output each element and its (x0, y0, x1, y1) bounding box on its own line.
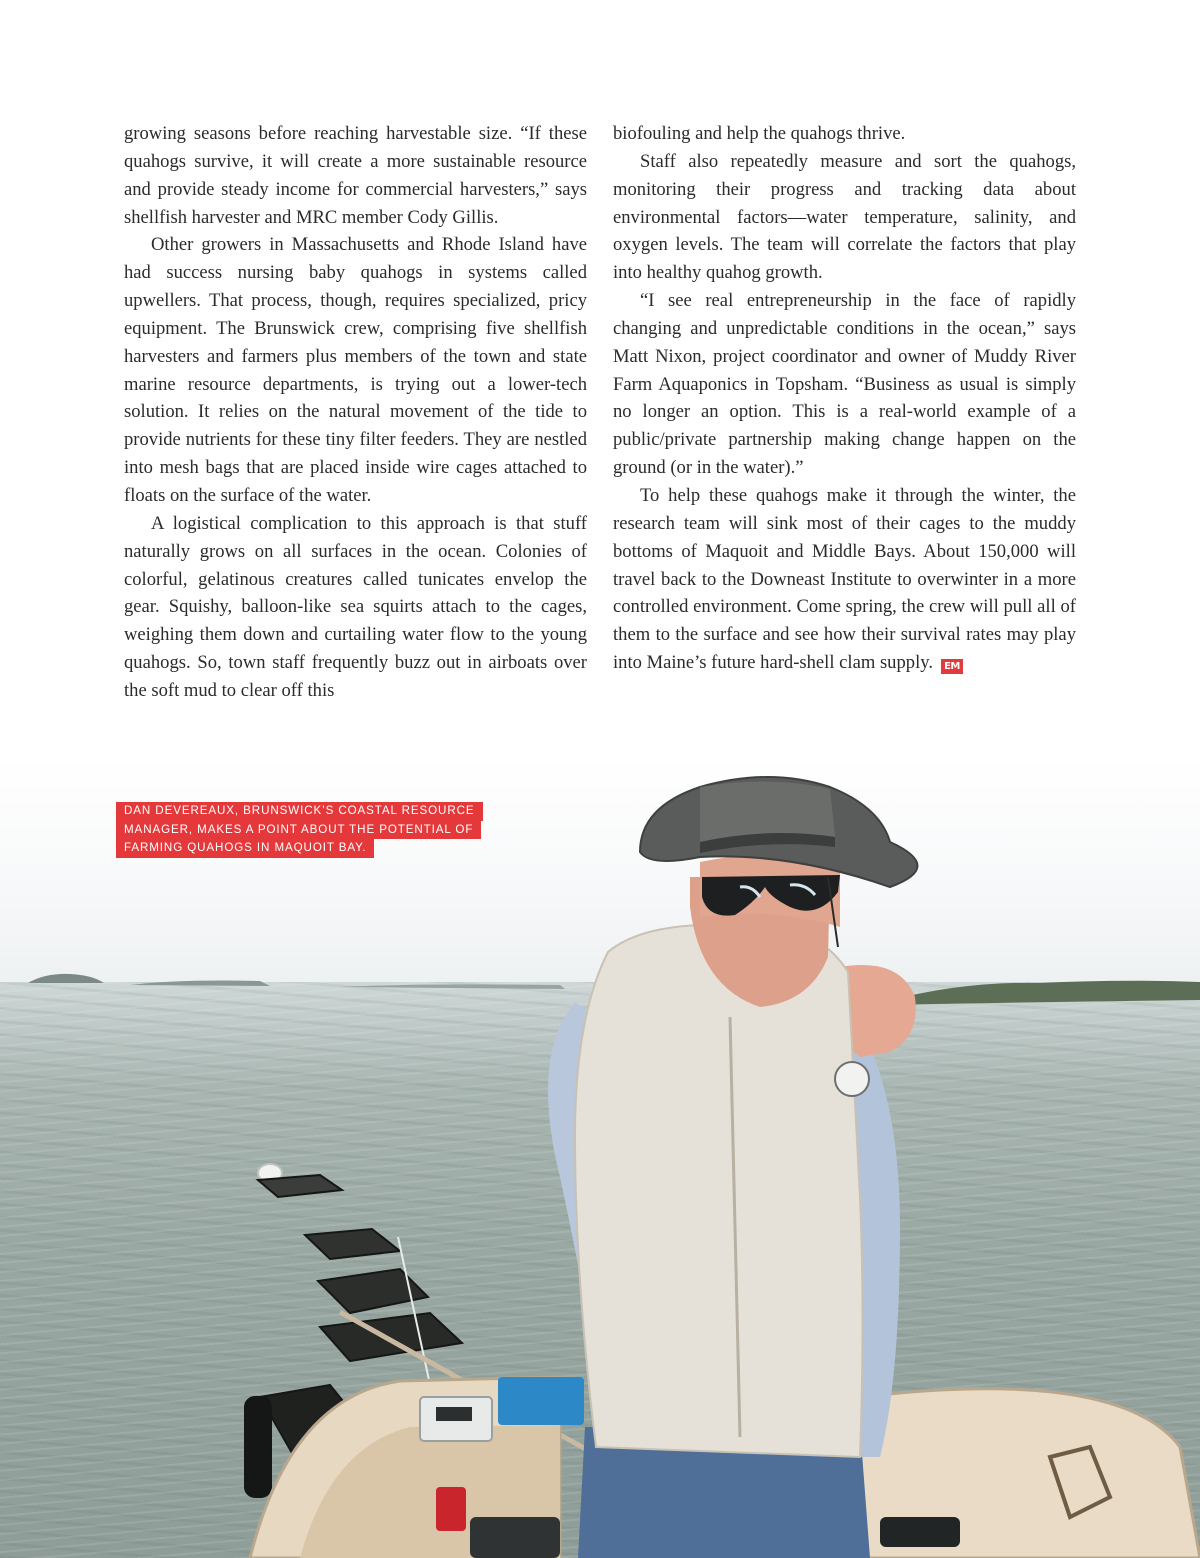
article-column-right (613, 120, 1076, 677)
caption-line: MANAGER, MAKES A POINT ABOUT THE POTENTIAL OF (116, 821, 481, 840)
paragraph: A logistical complication to this approach is that stuff naturally grows on all surfaces in the ocean. Colonies of colorful, gelatinous creatures called tunicates envelop the gear. Squishy, balloon-like sea squirts attach to the cages, weighing them down and curtailing water flow to the young quahogs. So, town staff frequently buzz out in airboats over the soft mud to clear off this (124, 512, 587, 701)
article-column-left (124, 120, 587, 705)
far-shoreline (880, 981, 1200, 1005)
paragraph: Other growers in Massachusetts and Rhode Island have had success nursing baby quahogs in systems called upwellers. That process, though, requires specialized, pricy equipment. The Brunswick crew, comprising five shellfish harvesters and farmers plus members of the town and state marine resource departments, is trying out a lower-tech solution. It relies on the natural movement of the tide to provide nutrients for these tiny filter feeders. They are nestled into mesh bags that are placed inside wire cages attached to floats on the surface of the water. (124, 234, 587, 506)
paragraph-text: To help these quahogs make it through the winter, the research team will sink most of their cages to the muddy bottoms of Maquoit and Middle Bays. About 150,000 will travel back to the Downeast Institute to overwinter in a more controlled environment. Come spring, the crew will pull all of them to the surface and see how their survival rates may play into Maine’s future hard-shell clam supply. (613, 484, 1076, 674)
distant-island (28, 974, 104, 983)
end-mark-logo: EM (941, 659, 963, 674)
paragraph: growing seasons before reaching harvestable size. “If these quahogs survive, it will create a more sustainable resource and provide steady income for commercial harvesters,” says shellfish harvester and MRC member Cody Gillis. (124, 123, 587, 228)
paragraph: biofouling and help the quahogs thrive. (613, 123, 906, 144)
caption-line: DAN DEVEREAUX, BRUNSWICK’S COASTAL RESOURCE (116, 802, 483, 821)
paragraph: “I see real entrepreneurship in the face of rapidly changing and unpredictable conditions in the ocean,” says Matt Nixon, project coordinator and owner of Muddy River Farm Aquaponics in Topsham. “Business as usual is simply no longer an option. This is a real-world example of a public/private partnership making change happen on the ground (or in the water).” (613, 290, 1076, 479)
distant-island (130, 981, 270, 987)
article-photo (0, 757, 1200, 1558)
distant-island (340, 984, 565, 989)
photo-scene (0, 757, 1200, 1558)
caption-line: FARMING QUAHOGS IN MAQUOIT BAY. (116, 839, 374, 858)
paragraph: Staff also repeatedly measure and sort the quahogs, monitoring their progress and tracking data about environmental factors—water temperature, salinity, and oxygen levels. The team will correlate the factors that play into healthy quahog growth. (613, 150, 1076, 284)
photo-caption (116, 802, 483, 858)
person-dan-devereaux (548, 777, 918, 1558)
paragraph-final (613, 482, 1076, 677)
